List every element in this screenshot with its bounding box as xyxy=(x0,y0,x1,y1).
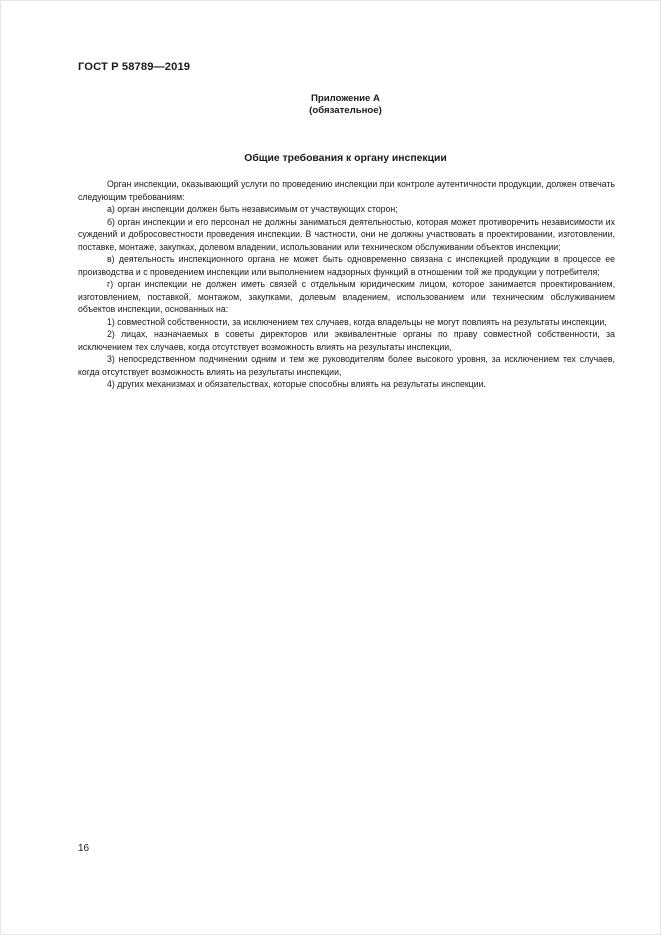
appendix-status: (обязательное) xyxy=(309,105,382,116)
body-text xyxy=(78,178,615,391)
paragraph-intro: Орган инспекции, оказывающий услуги по проведению инспекции при контроле аутентичности продукции, должен отвечать следующим требованиям: xyxy=(78,179,615,202)
paragraph-subitem-4: 4) других механизмах и обязательствах, которые способны влиять на результаты инспекции. xyxy=(107,379,486,389)
paragraph-item-g: г) орган инспекции не должен иметь связей с отдельным юридическим лицом, которое занимается проектированием, изготовлением, поставкой, монтажом, закупками, долевым владением, использованием или техническим обслуживанием объектов инспекции, основанных на: xyxy=(78,279,615,314)
paragraph-subitem-1: 1) совместной собственности, за исключением тех случаев, когда владельцы не могут повлиять на результаты инспекции, xyxy=(107,316,607,327)
paragraph-item-a: а) орган инспекции должен быть независимым от участвующих сторон; xyxy=(107,204,398,214)
appendix-title: Приложение А xyxy=(311,93,380,104)
section-title: Общие требования к органу инспекции xyxy=(244,153,447,164)
document-code: ГОСТ Р 58789—2019 xyxy=(78,61,191,73)
paragraph-subitem-3: 3) непосредственном подчинении одним и тем же руководителям более высокого уровня, за исключением тех случаев, когда отсутствует возможность влиять на результаты инспекции, xyxy=(78,354,615,377)
paragraph-subitem-2: 2) лицах, назначаемых в советы директоров или эквивалентные органы по праву совместной собственности, за исключением тех случаев, когда отсутствует возможность влиять на результаты инспекции, xyxy=(78,329,615,352)
paragraph-item-b: б) орган инспекции и его персонал не должны заниматься деятельностью, которая может противоречить независимости их суждений и добросовестности проведения инспекции. В частности, они не должны участвовать в проектировании, изготовлении, поставке, монтаже, закупках, долевом владении, использовании или техническом обслуживании объектов инспекции; xyxy=(78,216,615,252)
page-number: 16 xyxy=(78,843,90,854)
paragraph-item-v: в) деятельность инспекционного органа не может быть одновременно связана с инспекцией продукции в процессе ее производства и с проведением инспекции или выполнением надзорных функций в отношении той же продукции у потребителя; xyxy=(78,254,615,277)
